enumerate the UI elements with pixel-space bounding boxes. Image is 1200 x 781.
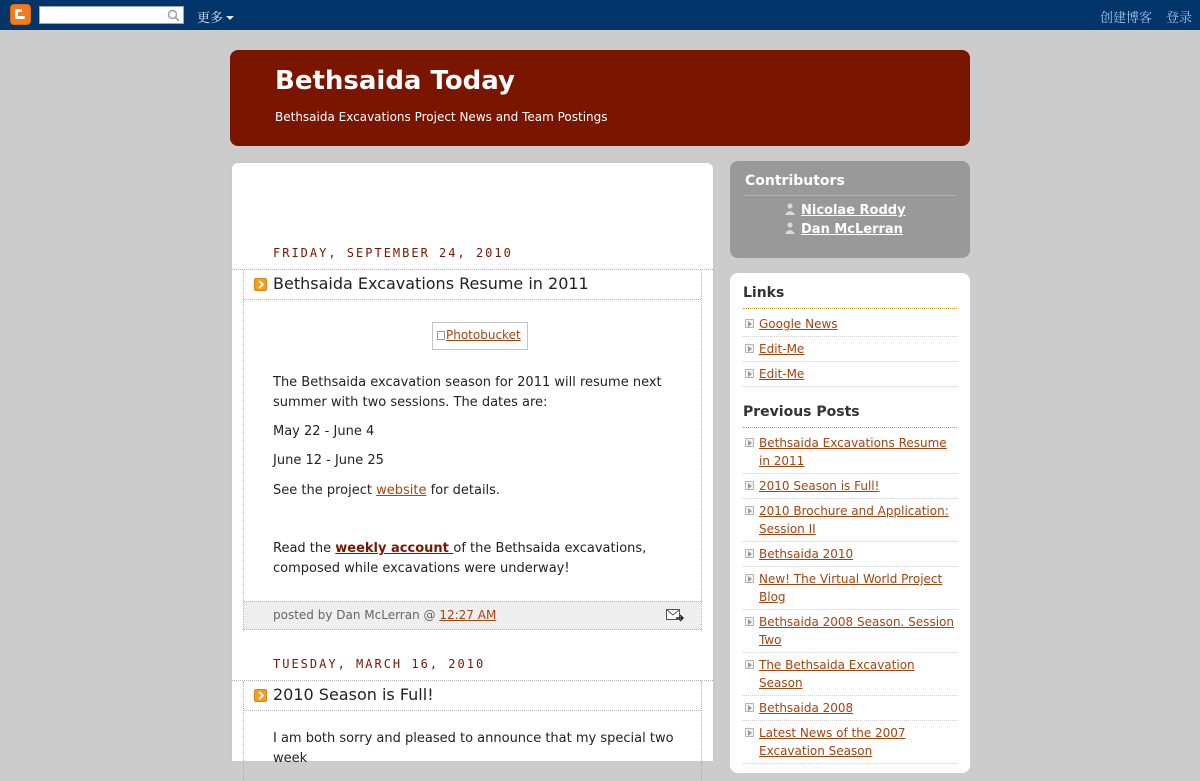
contributors-title: Contributors bbox=[745, 173, 845, 189]
post-inner bbox=[243, 681, 702, 781]
read-prefix: Read the bbox=[273, 541, 336, 556]
list-item bbox=[743, 610, 957, 653]
previous-posts-list bbox=[743, 431, 957, 764]
previous-post-link[interactable]: The Bethsaida Excavation Season bbox=[759, 658, 915, 690]
list-item bbox=[743, 721, 957, 764]
divider bbox=[743, 308, 957, 309]
bullet-arrow-icon bbox=[745, 703, 754, 712]
list-item bbox=[743, 474, 957, 499]
divider bbox=[745, 195, 955, 196]
contributor-item bbox=[785, 222, 903, 237]
post-title[interactable]: Bethsaida Excavations Resume in 2011 bbox=[273, 274, 589, 293]
weekly-account-link[interactable]: weekly account bbox=[335, 541, 454, 556]
person-icon bbox=[785, 222, 795, 234]
post-footer-text bbox=[273, 608, 496, 622]
contributors-panel bbox=[730, 161, 970, 258]
previous-post-link[interactable]: Latest News of the 2007 Excavation Season bbox=[759, 726, 906, 758]
previous-posts-title: Previous Posts bbox=[743, 404, 860, 420]
links-list bbox=[743, 312, 957, 387]
person-icon bbox=[785, 203, 795, 215]
blog-header bbox=[230, 50, 970, 146]
post-paragraph: The Bethsaida excavation season for 2011 will resume next summer with two sessions. The dates are: bbox=[273, 375, 662, 410]
more-menu-label: 更多 bbox=[197, 11, 224, 26]
list-item bbox=[743, 653, 957, 696]
post-inner bbox=[243, 270, 702, 631]
link-edit-me[interactable]: Edit-Me bbox=[759, 367, 805, 381]
create-blog-link[interactable]: 创建博客 bbox=[1100, 11, 1153, 26]
contributor-item bbox=[785, 203, 906, 218]
divider bbox=[743, 427, 957, 428]
more-menu-button[interactable] bbox=[197, 7, 234, 26]
list-item bbox=[743, 312, 957, 337]
bullet-arrow-icon bbox=[745, 319, 754, 328]
see-details-line bbox=[273, 481, 693, 501]
email-post-icon[interactable] bbox=[666, 609, 684, 622]
bullet-arrow-icon bbox=[745, 481, 754, 490]
previous-post-link[interactable]: Bethsaida 2010 bbox=[759, 547, 854, 561]
posted-by-label: posted by Dan McLerran @ bbox=[273, 608, 440, 622]
list-item bbox=[743, 431, 957, 474]
bullet-arrow-icon bbox=[745, 728, 754, 737]
see-details-suffix: for details. bbox=[426, 483, 501, 498]
bullet-arrow-icon bbox=[745, 438, 754, 447]
previous-post-link[interactable]: 2010 Season is Full! bbox=[759, 479, 880, 493]
post-footer bbox=[244, 601, 701, 630]
chevron-down-icon bbox=[226, 16, 234, 20]
blog-description: Bethsaida Excavations Project News and Team Postings bbox=[275, 110, 608, 124]
previous-post-link[interactable]: Bethsaida 2008 Season. Session Two bbox=[759, 615, 954, 647]
post-date-header: TUESDAY, MARCH 16, 2010 bbox=[273, 657, 486, 671]
post-timestamp-link[interactable]: 12:27 AM bbox=[439, 608, 497, 622]
blog-title[interactable]: Bethsaida Today bbox=[275, 66, 515, 96]
links-title: Links bbox=[743, 285, 785, 301]
weekly-account-line bbox=[273, 539, 693, 579]
photobucket-image[interactable] bbox=[432, 322, 528, 350]
link-edit-me[interactable]: Edit-Me bbox=[759, 342, 805, 356]
contributor-link[interactable]: Nicolae Roddy bbox=[801, 203, 906, 218]
see-details-prefix: See the project bbox=[273, 483, 377, 498]
website-link[interactable]: website bbox=[376, 483, 427, 498]
bullet-arrow-icon bbox=[745, 549, 754, 558]
post-excerpt: I am both sorry and pleased to announce that my special two week bbox=[273, 731, 674, 766]
list-item bbox=[743, 337, 957, 362]
link-google-news[interactable]: Google News bbox=[759, 317, 838, 331]
list-item bbox=[743, 362, 957, 387]
list-item bbox=[743, 696, 957, 721]
post-body bbox=[273, 729, 693, 769]
bullet-arrow-icon bbox=[745, 506, 754, 515]
list-item bbox=[743, 567, 957, 610]
bullet-arrow-icon bbox=[745, 660, 754, 669]
session-date-1: May 22 - June 4 bbox=[273, 424, 375, 439]
broken-image-icon bbox=[437, 331, 445, 340]
sidebar-panel bbox=[730, 273, 970, 773]
bullet-arrow-icon bbox=[745, 344, 754, 353]
post-title-row bbox=[244, 681, 701, 711]
previous-post-link[interactable]: New! The Virtual World Project Blog bbox=[759, 572, 943, 604]
post bbox=[232, 680, 713, 780]
post-title[interactable]: 2010 Season is Full! bbox=[273, 685, 434, 704]
previous-post-link[interactable]: Bethsaida Excavations Resume in 2011 bbox=[759, 436, 947, 468]
blog-search-input[interactable] bbox=[39, 6, 184, 24]
post-title-row bbox=[244, 270, 701, 300]
arrow-right-icon bbox=[254, 278, 267, 291]
main-column bbox=[230, 161, 715, 766]
previous-post-link[interactable]: 2010 Brochure and Application: Session II bbox=[759, 504, 949, 536]
post-body bbox=[273, 373, 693, 579]
search-icon[interactable] bbox=[167, 9, 180, 22]
list-item bbox=[743, 499, 957, 542]
arrow-right-icon bbox=[254, 689, 267, 702]
post bbox=[232, 269, 713, 630]
contributor-link[interactable]: Dan McLerran bbox=[801, 222, 903, 237]
read-suffix: of the Bethsaida excavations, composed while excavations were underway! bbox=[273, 541, 647, 576]
blogger-navbar bbox=[0, 0, 1200, 30]
previous-post-link[interactable]: Bethsaida 2008 bbox=[759, 701, 854, 715]
post-date-header: FRIDAY, SEPTEMBER 24, 2010 bbox=[273, 246, 513, 260]
list-item bbox=[743, 542, 957, 567]
login-link[interactable]: 登录 bbox=[1166, 11, 1193, 26]
bullet-arrow-icon bbox=[745, 617, 754, 626]
session-date-2: June 12 - June 25 bbox=[273, 453, 384, 468]
blogger-logo-icon[interactable] bbox=[10, 4, 31, 25]
bullet-arrow-icon bbox=[745, 369, 754, 378]
photobucket-link[interactable]: Photobucket bbox=[446, 328, 521, 342]
bullet-arrow-icon bbox=[745, 574, 754, 583]
